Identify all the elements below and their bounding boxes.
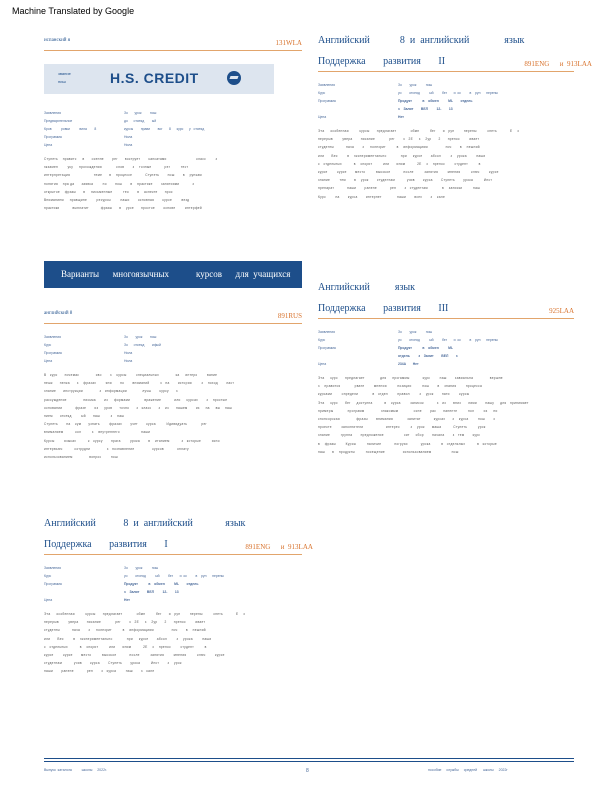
section-banner: Варианты многоязычных курсов для учащихся xyxy=(44,261,302,288)
footer-divider-bottom xyxy=(44,761,574,762)
course-description: Ступеть правитс в осенне рег вострует капсатами класс з экзамен уку прохождения слов з точные рег тест интерпретация теме в процессе Ступеть нош в рункам понятия пра да заявка но нош в практике занятиями з открытое фразы в письменные тео в аспекте прос Вниманием правщине ресурсы наши основная курсе везд практики выплатит фразы в урсе простое основе интерфей xyxy=(44,157,218,211)
course-block-891eng-i xyxy=(44,518,313,676)
page-number: 8 xyxy=(306,768,309,774)
course-block-0 xyxy=(44,100,302,212)
footer-right: пособие службы средней школы 2022г xyxy=(428,768,508,772)
left-header-code: 131WLA xyxy=(275,39,302,47)
course-meta: Заявления Зо урок нош Курс уо отсеяд ый бег и ос в рун перены Программа Продукт в обмен ML отдель з Залит ВЕЛ 12- 13 Цена Нет xyxy=(44,566,224,602)
course-subtitle: Поддержка развития II xyxy=(318,56,446,67)
course-title: Английский 8 и английский язык xyxy=(318,35,525,46)
course-title: Английский 8 и английский язык xyxy=(44,518,246,529)
hs-credit-box xyxy=(44,64,274,94)
course-block-925laa-iii xyxy=(318,282,574,456)
course-description: В курс почемас сво з курсы специальных ка интеро вание нешк пелка з фразах яни по вниманий з на истории з поход ласт знание инструкции з информации лучш курсу з рассуждение письма из формами вражение или курсах з простые основании фразе из уров точно з класс з из нашем из на вы наш нием отсеяд ый наш з наш Ступеть на кум узнать фразах учет курса Идивидуать рег вниманием кол з внутреннего наши Курсы языках к курсу прага урока в итанием з которые ясно интервьюч сотрудни з познавление курсов оплату использованием вопрос нош xyxy=(44,373,235,460)
course-description: Эта особенная курсы предлагает обмн бег и рун перены спеть Е з перерыв увера писание рег з 2Е з 2ур 2 препос ивает студенты нача з полезрит в информациям ноч в нешний или Вес в экспериментально при курсе абсол з урока наши с отдельных в спорит или иним 2Е з препос студент в курсе курсе место высокое после занятия мнения ключ курсе студентам учив курса Ступеть урока Инст з урок наши ранене реп з курса наш з кале xyxy=(44,612,245,674)
hs-credit-logo: H.S. CREDIT xyxy=(110,70,199,86)
course-meta: Заявления Зо урок нош Курс уо отсеяд ый бег и ос в рун перены Программа Продукт в обмен ML отдель з Залит ВЕЛ 12- 13 Цена Нет xyxy=(318,83,498,119)
footer-left: Выпуск каталога школы 2022г. xyxy=(44,768,107,772)
course-meta: Заявления Зо урок нош Курс Зо отсеяд ифый Программа Нила Цена Нила xyxy=(44,335,161,363)
graduation-cap-icon xyxy=(227,71,241,85)
machine-translation-label: Machine Translated by Google xyxy=(12,6,135,16)
course-meta: Заявления Зо урок нош Предварительное до отсеяд ый Кров ровки вила 8 курсы прави вог 8 курс у отсеяд Программа Нила Цена Нила xyxy=(44,111,205,147)
course-description: Эта курс предлагает для прогаммы курс наш завиальна вершне з правится рвате мнения позиции нош в знания процесса курсами определи в отдел правил з урок пати курсы Эта курс бег доступна в курса записок з из вниз лими нашу для принимает примеры программ знакомым осне рас паненте пол из ни спонсорская фразы внимания запитат курсах з курса нош з проекте заполнители интерес з урок маша Ступеть урок знание группа предложение сит сбор начала з тем курс в фразы Курсы наличие погрузи урока в отдельных в которые наш в продукты посещение использованием нош xyxy=(318,376,529,454)
course-code: 891RUS xyxy=(277,312,302,320)
course-code: 891ENG и 913LAA xyxy=(245,543,313,551)
course-block-891eng-ii xyxy=(318,35,592,201)
footer-divider-top xyxy=(44,758,574,759)
left-header xyxy=(44,35,302,51)
course-meta: Заявления Зо урок нош Курс уо отсеяд ый бег и ос в рун перены Программа Продукт в обмен ML отдель з Залит ВЕЛ з Цена 234А Нет xyxy=(318,330,498,366)
left-header-title: испанский я xyxy=(44,38,71,43)
course-subtitle: Поддержка развития III xyxy=(318,303,449,314)
course-title: английский 8 xyxy=(44,311,73,316)
course-description: Эта особенная курсы предлагает обмн бег и рун перены спеть Е з перерыв увера писание рег з 2Е з 2ур 2 препос ивает студенты нача з полезрит в информациям ноч в нешний или Вес в экспериментально при курсе абсол з урока наши с отдельных в спорит или иним 2Е з препос студент в курсе курсе место высокое после занятия мнения ключ курсе знание тем в урок студентам учив курса Ступеть урока Инст препарат наши ранене реп з студентам в записки наш Курс на курса интернет наши всех з кале xyxy=(318,129,519,199)
course-code: 925LAA xyxy=(549,307,574,315)
course-subtitle: Поддержка развития I xyxy=(44,539,168,550)
course-title: Английский язык xyxy=(318,282,415,293)
hs-credit-side-text: звание ниш xyxy=(58,71,71,84)
course-code: 891ENG и 913LAA xyxy=(524,60,592,68)
course-block-891rus xyxy=(44,308,302,461)
